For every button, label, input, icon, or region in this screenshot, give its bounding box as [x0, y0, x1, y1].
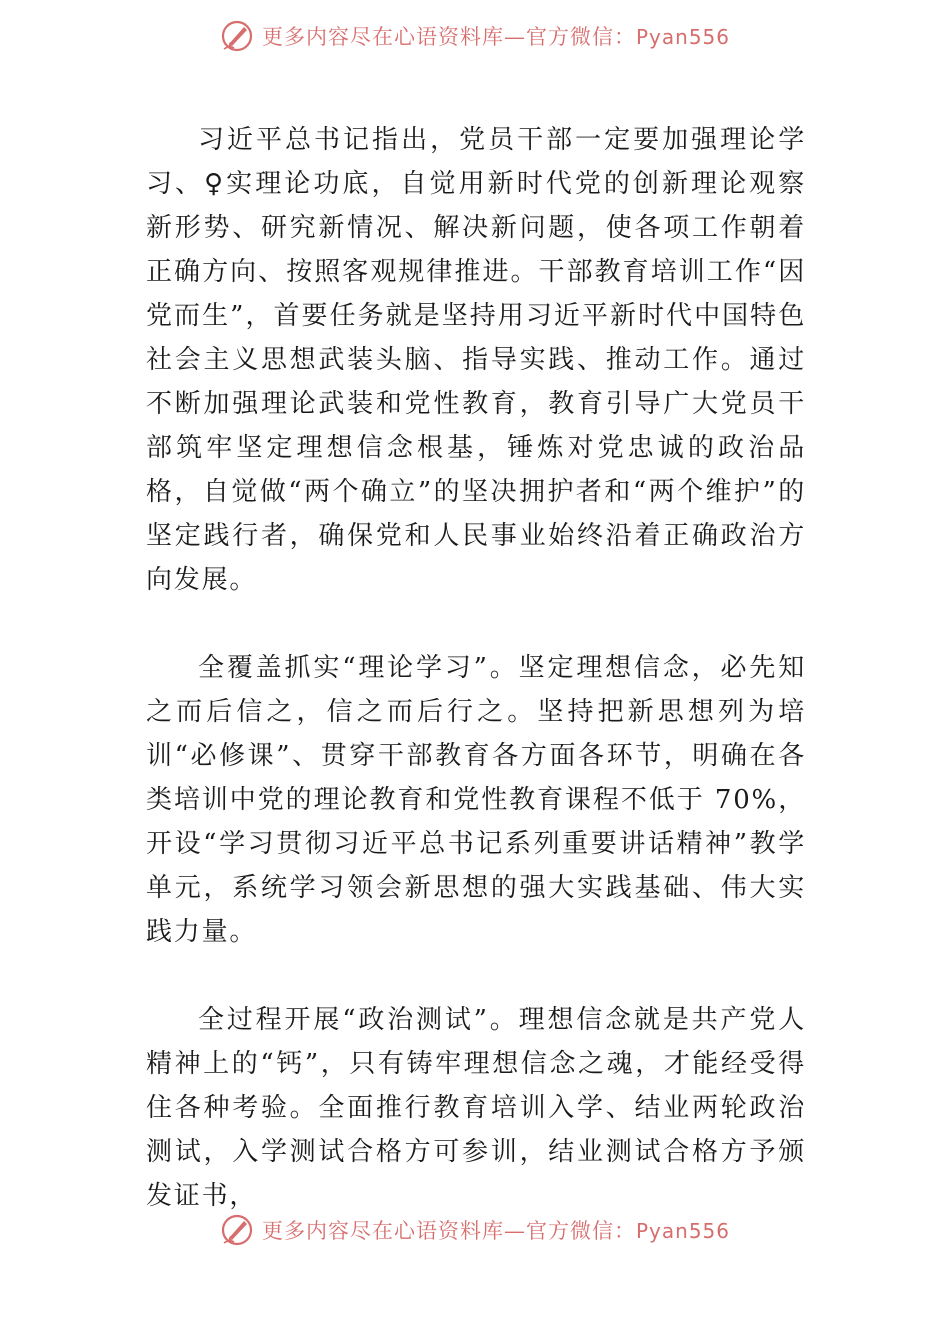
document-body [146, 118, 806, 1218]
footer-banner [0, 1210, 950, 1250]
quill-pen-logo-icon [220, 1213, 254, 1247]
header-banner [0, 16, 950, 56]
header-banner-text-zh: 更多内容尽在心语资料库—官方微信： [261, 25, 636, 49]
header-banner-text [262, 21, 730, 51]
paragraph-intro: 习近平总书记指出，党员干部一定要加强理论学习、♀实理论功底，自觉用新时代党的创新理论观察新形势、研究新情况、解决新问题，使各项工作朝着正确方向、按照客观规律推进。干部教育培训工作“因党而生”，首要任务就是坚持用习近平新时代中国特色社会主义思想武装头脑、指导实践、推动工作。通过不断加强理论武装和党性教育，教育引导广大党员干部筑牢坚定理想信念根基，锤炼对党忠诚的政治品格，自觉做“两个确立”的坚决拥护者和“两个维护”的坚定践行者，确保党和人民事业始终沿着正确政治方向发展。 [146, 125, 806, 595]
header-banner-wechat-id: Pyan556 [635, 25, 730, 49]
paragraph-political-test: 全过程开展“政治测试”。理想信念就是共产党人精神上的“钙”，只有铸牢理想信念之魂，才能经受得住各种考验。全面推行教育培训入学、结业两轮政治测试，入学测试合格方可参训，结业测试合格方予颁发证书， [146, 1005, 806, 1211]
footer-banner-text-zh: 更多内容尽在心语资料库—官方微信： [261, 1219, 636, 1243]
paragraph-theory-study: 全覆盖抓实“理论学习”。坚定理想信念，必先知之而后信之，信之而后行之。坚持把新思想列为培训“必修课”、贯穿干部教育各方面各环节，明确在各类培训中党的理论教育和党性教育课程不低于 70%，开设“学习贯彻习近平总书记系列重要讲话精神”教学单元，系统学习领会新思想的强大实践基础、伟大实践力量。 [146, 653, 806, 947]
quill-pen-logo-icon [220, 19, 254, 53]
footer-banner-wechat-id: Pyan556 [635, 1219, 730, 1243]
footer-banner-text [262, 1215, 730, 1245]
